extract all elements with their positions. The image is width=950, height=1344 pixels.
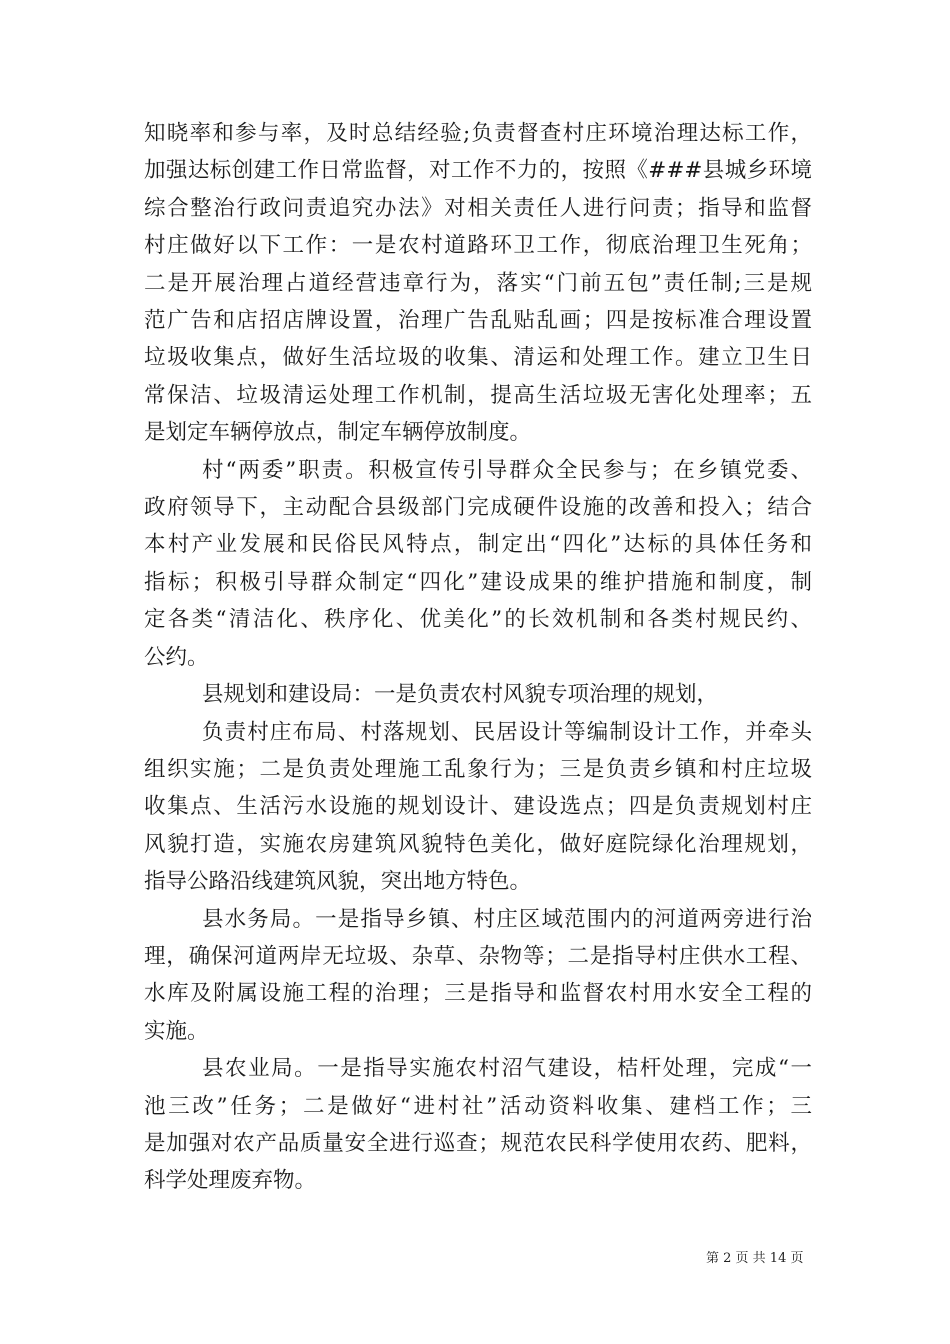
text-line: 是划定车辆停放点，制定车辆停放制度。	[144, 420, 532, 446]
paragraph	[144, 1050, 812, 1200]
text-line: 常保洁、垃圾清运处理工作机制，提高生活垃圾无害化处理率；五	[144, 382, 812, 408]
text-line: 知晓率和参与率，及时总结经验;负责督查村庄环境治理达标工作，	[144, 121, 812, 146]
page-number-footer: 第 2 页 共 14 页	[706, 1251, 804, 1266]
text-line: 指导公路沿线建筑风貌，突出地方特色。	[144, 869, 532, 895]
text-line: 县水务局。一是指导乡镇、村庄区域范围内的河道两旁进行治	[202, 906, 812, 932]
text-line: 收集点、生活污水设施的规划设计、建设选点；四是负责规划村庄	[144, 794, 812, 820]
text-line: 政府领导下，主动配合县级部门完成硬件设施的改善和投入；结合	[144, 495, 812, 521]
text-line: 二是开展治理占道经营违章行为，落实“门前五包”责任制;三是规	[144, 270, 812, 296]
paragraph	[144, 115, 812, 452]
paragraph	[144, 714, 812, 901]
text-line: 村庄做好以下工作：一是农村道路环卫工作，彻底治理卫生死角；	[144, 233, 812, 259]
text-line: 池三改”任务；二是做好“进村社”活动资料收集、建档工作；三	[144, 1093, 812, 1119]
text-line: 村“两委”职责。积极宣传引导群众全民参与；在乡镇党委、	[202, 457, 812, 483]
text-line: 县规划和建设局：一是负责农村风貌专项治理的规划，	[202, 682, 719, 708]
text-line: 综合整治行政问责追究办法》对相关责任人进行问责；指导和监督	[144, 195, 812, 221]
text-line: 负责村庄布局、村落规划、民居设计等编制设计工作，并牵头	[202, 719, 812, 745]
text-line: 理，确保河道两岸无垃圾、杂草、杂物等；二是指导村庄供水工程、	[144, 943, 812, 969]
text-line: 本村产业发展和民俗民风特点，制定出“四化”达标的具体任务和	[144, 532, 812, 558]
paragraph	[144, 901, 812, 1051]
body-text	[144, 115, 812, 1200]
text-line: 水库及附属设施工程的治理；三是指导和监督农村用水安全工程的	[144, 981, 812, 1007]
text-line: 公约。	[144, 644, 209, 670]
text-line: 县农业局。一是指导实施农村沼气建设，桔杆处理，完成“一	[202, 1056, 812, 1082]
text-line: 定各类“清洁化、秩序化、优美化”的长效机制和各类村规民约、	[144, 607, 812, 633]
paragraph	[144, 676, 812, 713]
text-line: 组织实施；二是负责处理施工乱象行为；三是负责乡镇和村庄垃圾	[144, 756, 812, 782]
text-line: 是加强对农产品质量安全进行巡查；规范农民科学使用农药、肥料，	[144, 1130, 812, 1156]
text-line: 指标；积极引导群众制定“四化”建设成果的维护措施和制度，制	[144, 569, 812, 595]
text-line: 实施。	[144, 1018, 209, 1044]
paragraph	[144, 452, 812, 676]
text-line: 范广告和店招店牌设置，治理广告乱贴乱画；四是按标准合理设置	[144, 308, 812, 334]
text-line: 垃圾收集点，做好生活垃圾的收集、清运和处理工作。建立卫生日	[144, 345, 812, 371]
text-line: 科学处理废弃物。	[144, 1168, 317, 1194]
text-line: 风貌打造，实施农房建筑风貌特色美化，做好庭院绿化治理规划，	[144, 831, 812, 857]
text-line: 加强达标创建工作日常监督，对工作不力的，按照《###县城乡环境	[144, 158, 812, 184]
